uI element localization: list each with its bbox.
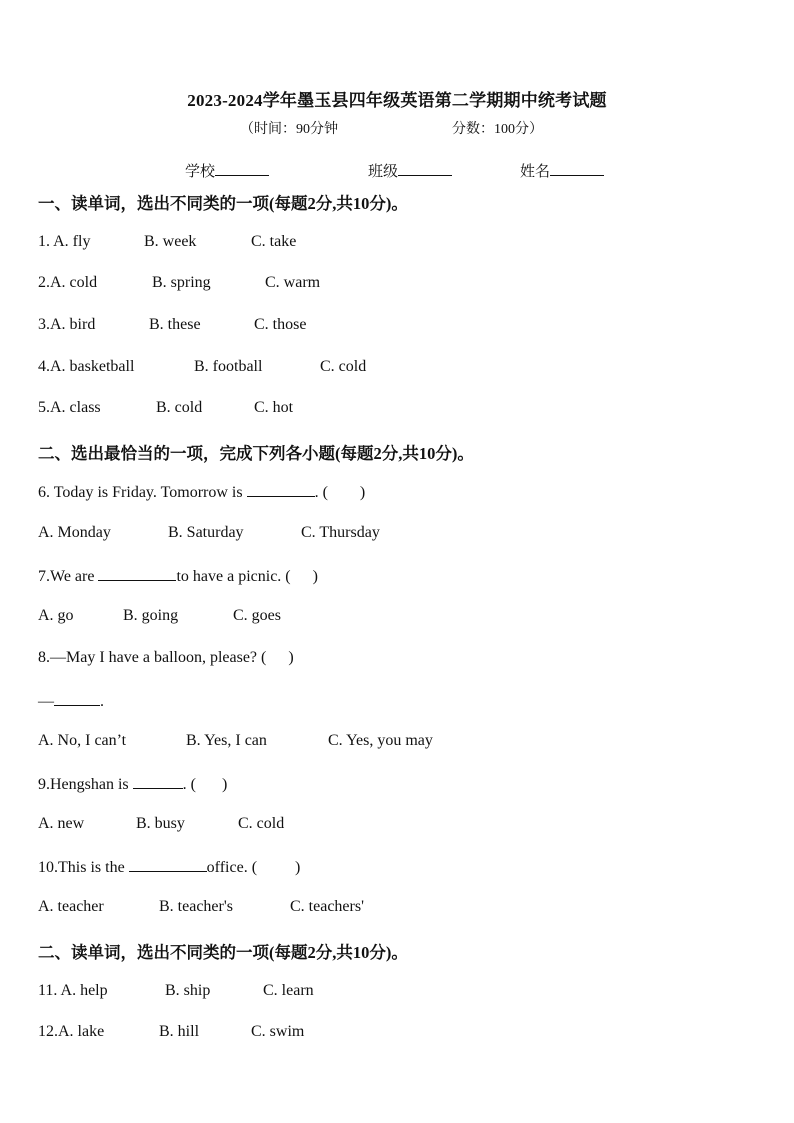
question-10-option-a: A. teacher: [38, 898, 104, 915]
question-2-option-b: B. spring: [152, 274, 211, 291]
question-8-reply-dash: —: [38, 693, 54, 710]
question-8-text: 8.—May I have a balloon, please? (: [38, 649, 267, 666]
question-10-text: 10.This is the: [38, 859, 129, 876]
question-4-option-c: C. cold: [320, 358, 367, 375]
question-11-option-b: B. ship: [165, 982, 211, 999]
question-1-option-c: C. take: [251, 233, 297, 250]
question-6-blank[interactable]: [247, 482, 315, 497]
question-5-option-a: 5.A. class: [38, 399, 101, 416]
question-1-option-b: B. week: [144, 233, 197, 250]
question-8-option-c: C. Yes, you may: [328, 732, 433, 749]
question-6-option-a: A. Monday: [38, 524, 111, 541]
question-10-text-end: office. (: [206, 859, 258, 876]
question-10-option-c: C. teachers': [290, 898, 364, 915]
question-5-option-b: B. cold: [156, 399, 203, 416]
question-12-option-a: 12.A. lake: [38, 1023, 105, 1040]
question-9-paren-close: ): [221, 776, 228, 793]
question-10-paren-close: ): [295, 859, 301, 876]
exam-time: （时间：90分钟: [240, 122, 338, 137]
question-7-stem: [38, 566, 318, 586]
school-field: [185, 160, 269, 181]
name-field: [520, 160, 604, 181]
question-7-paren-close: ): [312, 568, 318, 585]
section-3-title: 二、读单词，选出不同类的一项(每题2分,共10分)。: [38, 943, 408, 962]
question-3-option-b: B. these: [149, 316, 201, 333]
question-6-paren-close: ): [359, 484, 366, 501]
question-7-text: 7.We are: [38, 568, 99, 585]
question-5-option-c: C. hot: [254, 399, 294, 416]
question-8-stem: [38, 649, 294, 667]
question-12-option-c: C. swim: [251, 1023, 305, 1040]
question-8-reply: [38, 691, 104, 711]
class-blank[interactable]: [398, 161, 452, 176]
question-2-option-a: 2.A. cold: [38, 274, 98, 291]
question-4-option-a: 4.A. basketball: [38, 358, 135, 375]
question-12-option-b: B. hill: [159, 1023, 200, 1040]
question-8-option-b: B. Yes, I can: [186, 732, 267, 749]
question-8-reply-end: .: [100, 693, 104, 710]
question-9-stem: [38, 774, 227, 794]
question-7-blank[interactable]: [98, 566, 176, 581]
exam-score: 分数：100分）: [452, 122, 543, 137]
question-4-option-b: B. football: [194, 358, 263, 375]
question-9-blank[interactable]: [133, 774, 183, 789]
question-6-stem: [38, 482, 365, 502]
school-label: 学校: [185, 164, 216, 180]
section-1-title: 一、读单词，选出不同类的一项(每题2分,共10分)。: [38, 194, 408, 213]
question-7-option-a: A. go: [38, 607, 74, 624]
question-8-paren-close: ): [288, 649, 294, 666]
question-9-paren-open: . (: [182, 776, 196, 793]
question-9-option-a: A. new: [38, 815, 85, 832]
question-9-option-b: B. busy: [136, 815, 185, 832]
question-10-stem: [38, 857, 300, 877]
question-11-option-a: 11. A. help: [38, 982, 108, 999]
class-field: [368, 160, 452, 181]
question-6-paren-open: . (: [314, 484, 328, 501]
question-11-option-c: C. learn: [263, 982, 314, 999]
class-label: 班级: [368, 164, 399, 180]
question-9-option-c: C. cold: [238, 815, 285, 832]
question-9-text: 9.Hengshan is: [38, 776, 133, 793]
question-2-option-c: C. warm: [265, 274, 321, 291]
question-10-blank[interactable]: [129, 857, 207, 872]
section-2-title: 二、选出最恰当的一项，完成下列各小题(每题2分,共10分)。: [38, 444, 474, 463]
page-title: 2023-2024学年墨玉县四年级英语第二学期期中统考试题: [187, 91, 607, 110]
question-6-option-b: B. Saturday: [168, 524, 244, 541]
question-8-blank[interactable]: [54, 691, 100, 706]
question-7-option-c: C. goes: [233, 607, 281, 624]
question-7-text-end: to have a picnic. (: [176, 568, 291, 585]
question-3-option-c: C. those: [254, 316, 307, 333]
question-8-option-a: A. No, I can’t: [38, 732, 127, 749]
question-3-option-a: 3.A. bird: [38, 316, 96, 333]
question-7-option-b: B. going: [123, 607, 179, 624]
question-6-option-c: C. Thursday: [301, 524, 380, 541]
name-blank[interactable]: [550, 161, 604, 176]
school-blank[interactable]: [215, 161, 269, 176]
question-10-option-b: B. teacher's: [159, 898, 233, 915]
question-6-text: 6. Today is Friday. Tomorrow is: [38, 484, 247, 501]
name-label: 姓名: [520, 164, 551, 180]
question-1-option-a: 1. A. fly: [38, 233, 91, 250]
